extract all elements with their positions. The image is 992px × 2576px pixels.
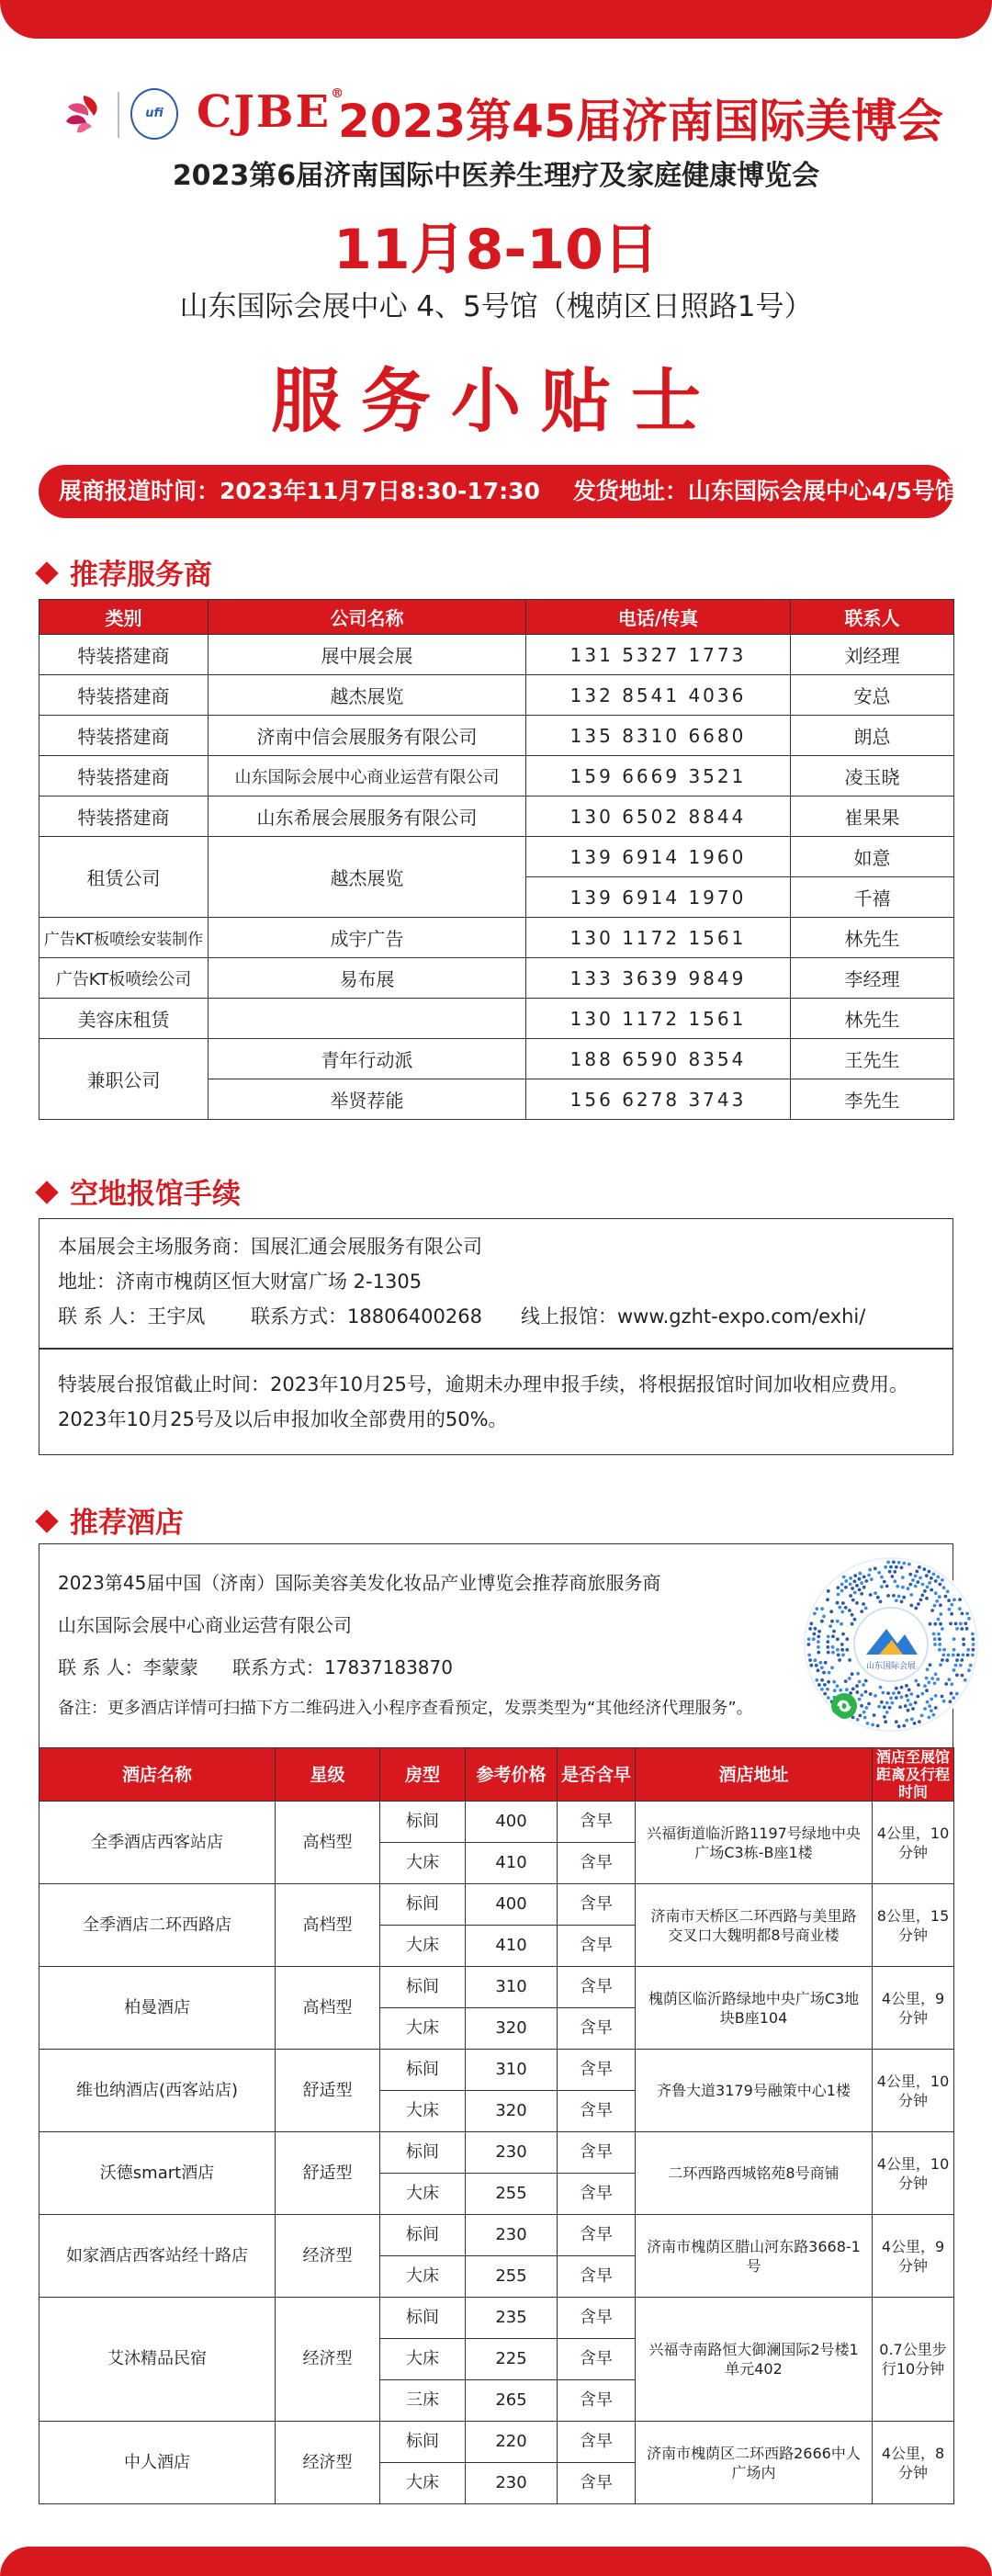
hotel-level-cell: 高档型 xyxy=(276,1967,380,2050)
hotel-name-cell: 柏曼酒店 xyxy=(39,1967,276,2050)
bottom-decor-band xyxy=(0,2547,992,2576)
price-cell: 400 xyxy=(466,1884,558,1926)
column-header: 联系人 xyxy=(791,600,954,635)
table-row xyxy=(39,999,954,1039)
price-cell: 310 xyxy=(466,2050,558,2091)
category-cell: 广告KT板喷绘公司 xyxy=(39,958,209,999)
company-cell: 青年行动派 xyxy=(209,1039,526,1079)
hotel-level-cell: 舒适型 xyxy=(276,2132,380,2215)
table-header-row xyxy=(39,600,954,635)
hotel-name-cell: 中人酒店 xyxy=(39,2422,276,2504)
exhibition-date: 11月8-10日 xyxy=(333,218,659,282)
price-cell: 230 xyxy=(466,2132,558,2174)
hotel-distance-cell: 4公里，10分钟 xyxy=(873,2050,954,2132)
column-header: 公司名称 xyxy=(209,600,526,635)
online-report-link[interactable]: 线上报馆：www.gzht-expo.com/exhi/ xyxy=(521,1305,866,1328)
checkin-time: 展商报道时间：2023年11月7日8:30-17:30 xyxy=(59,478,540,504)
hotel-address-cell: 槐荫区临沂路绿地中央广场C3地块B座104 xyxy=(636,1967,873,2050)
contact-cell: 林先生 xyxy=(791,918,954,958)
hotel-name-cell: 如家酒店西客站经十路店 xyxy=(39,2215,276,2298)
breakfast-cell: 含早 xyxy=(558,2132,636,2174)
hotel-level-cell: 经济型 xyxy=(276,2298,380,2422)
hotel-name-cell: 维也纳酒店(西客站店) xyxy=(39,2050,276,2132)
table-row xyxy=(39,1039,954,1079)
room-type-cell: 标间 xyxy=(380,2422,466,2463)
column-header: 酒店名称 xyxy=(39,1748,276,1802)
company-cell: 展中展会展 xyxy=(209,635,526,675)
phone-cell: 139 6914 1970 xyxy=(526,877,791,918)
ufi-logo: ufi xyxy=(130,88,178,140)
services-table xyxy=(39,599,954,1120)
price-cell: 230 xyxy=(466,2215,558,2256)
phone-cell: 133 3639 9849 xyxy=(526,958,791,999)
category-cell: 特装搭建商 xyxy=(39,797,209,837)
table-row xyxy=(39,1884,954,1926)
hotel-distance-cell: 4公里，9分钟 xyxy=(873,2215,954,2298)
table-row xyxy=(39,918,954,958)
table-row xyxy=(39,837,954,877)
phone-cell: 130 1172 1561 xyxy=(526,918,791,958)
hotel-address-cell: 济南市槐荫区二环西路2666中人广场内 xyxy=(636,2422,873,2504)
site-heading-text: 空地报馆手续 xyxy=(70,1178,241,1211)
table-row xyxy=(39,1967,954,2008)
phone-cell: 131 5327 1773 xyxy=(526,635,791,675)
hotel-contact-method: 联系方式：17837183870 xyxy=(232,1656,453,1678)
company-cell: 举贤荐能 xyxy=(209,1079,526,1120)
address-line: 地址：济南市槐荫区恒大财富广场 2-1305 xyxy=(58,1271,423,1293)
room-type-cell: 标间 xyxy=(380,2050,466,2091)
breakfast-cell: 含早 xyxy=(558,2091,636,2132)
room-type-cell: 大床 xyxy=(380,2008,466,2050)
hotel-table xyxy=(39,1747,954,2504)
brand-reg: ® xyxy=(331,86,346,101)
logo-divider xyxy=(118,92,119,138)
shipping-address: 发货地址：山东国际会展中心4/5号馆 xyxy=(572,478,958,504)
breakfast-cell: 含早 xyxy=(558,2339,636,2380)
price-cell: 255 xyxy=(466,2174,558,2215)
venue: 山东国际会展中心 4、5号馆（槐荫区日照路1号） xyxy=(179,290,813,323)
report-bar xyxy=(39,465,958,518)
diamond-icon xyxy=(35,561,58,584)
breakfast-cell: 含早 xyxy=(558,2380,636,2422)
category-cell: 特装搭建商 xyxy=(39,756,209,797)
hotel-address-cell: 兴福寺南路恒大御澜国际2号楼1单元402 xyxy=(636,2298,873,2422)
site-contact-person: 联 系 人：王宇凤 xyxy=(58,1305,206,1328)
services-heading xyxy=(39,551,212,593)
table-row xyxy=(39,2215,954,2256)
host-line: 本届展会主场服务商：国展汇通会展服务有限公司 xyxy=(58,1236,482,1258)
room-type-cell: 大床 xyxy=(380,1926,466,1967)
room-type-cell: 标间 xyxy=(380,1967,466,2008)
breakfast-cell: 含早 xyxy=(558,2422,636,2463)
hotel-name-cell: 艾沐精品民宿 xyxy=(39,2298,276,2422)
room-type-cell: 大床 xyxy=(380,2463,466,2504)
table-row xyxy=(39,675,954,716)
main-title: 2023第45届济南国际美博会 xyxy=(338,95,943,148)
hotel-table-body xyxy=(39,1802,954,2504)
company-cell: 易布展 xyxy=(209,958,526,999)
company-cell: 越杰展览 xyxy=(209,675,526,716)
deadline-line-2: 2023年10月25号及以后申报加收全部费用的50%。 xyxy=(58,1408,508,1430)
table-row xyxy=(39,2050,954,2091)
phone-cell: 132 8541 4036 xyxy=(526,675,791,716)
phone-cell: 135 8310 6680 xyxy=(526,716,791,756)
table-row xyxy=(39,958,954,999)
company-cell: 济南中信会展服务有限公司 xyxy=(209,716,526,756)
site-heading xyxy=(39,1170,241,1212)
phone-cell: 139 6914 1960 xyxy=(526,837,791,877)
column-header: 星级 xyxy=(276,1748,380,1802)
category-cell: 兼职公司 xyxy=(39,1039,209,1120)
contact-cell: 千禧 xyxy=(791,877,954,918)
hotel-address-cell: 二环西路西城铭苑8号商铺 xyxy=(636,2132,873,2215)
contact-cell: 朗总 xyxy=(791,716,954,756)
column-header: 参考价格 xyxy=(466,1748,558,1802)
breakfast-cell: 含早 xyxy=(558,2008,636,2050)
table-row xyxy=(39,2132,954,2174)
company-cell xyxy=(209,999,526,1039)
company-cell: 成宇广告 xyxy=(209,918,526,958)
hotel-level-cell: 高档型 xyxy=(276,1802,380,1884)
category-cell: 特装搭建商 xyxy=(39,675,209,716)
hotel-distance-cell: 8公里，15分钟 xyxy=(873,1884,954,1967)
room-type-cell: 大床 xyxy=(380,1843,466,1884)
hotel-address-cell: 兴福街道临沂路1197号绿地中央广场C3栋-B座1楼 xyxy=(636,1802,873,1884)
hotel-level-cell: 舒适型 xyxy=(276,2050,380,2132)
hotel-contact-person: 联 系 人：李蒙蒙 xyxy=(58,1656,198,1678)
breakfast-cell: 含早 xyxy=(558,2050,636,2091)
mini-program-qr-code[interactable] xyxy=(802,1555,980,1734)
price-cell: 235 xyxy=(466,2298,558,2339)
flower-logo-icon xyxy=(59,90,108,140)
contact-cell: 刘经理 xyxy=(791,635,954,675)
column-header: 酒店地址 xyxy=(636,1748,873,1802)
hotel-distance-cell: 4公里，9分钟 xyxy=(873,1967,954,2050)
column-header: 酒店至展馆距离及行程时间 xyxy=(873,1748,954,1802)
breakfast-cell: 含早 xyxy=(558,2256,636,2298)
contact-cell: 林先生 xyxy=(791,999,954,1039)
site-info-box xyxy=(39,1218,953,1455)
hotels-heading xyxy=(39,1499,184,1541)
hotel-address-cell: 济南市槐荫区腊山河东路3668-1号 xyxy=(636,2215,873,2298)
header xyxy=(0,72,992,164)
company-cell: 越杰展览 xyxy=(209,837,526,918)
price-cell: 410 xyxy=(466,1926,558,1967)
hotel-info-box xyxy=(39,1543,953,1747)
breakfast-cell: 含早 xyxy=(558,1843,636,1884)
contact-cell: 如意 xyxy=(791,837,954,877)
breakfast-cell: 含早 xyxy=(558,1926,636,1967)
breakfast-cell: 含早 xyxy=(558,2463,636,2504)
room-type-cell: 三床 xyxy=(380,2380,466,2422)
price-cell: 255 xyxy=(466,2256,558,2298)
column-header: 类别 xyxy=(39,600,209,635)
hotel-name-cell: 全季酒店西客站店 xyxy=(39,1802,276,1884)
hotel-note: 备注：更多酒店详情可扫描下方二维码进入小程序查看预定，发票类型为“其他经济代理服务”。 xyxy=(58,1699,753,1718)
diamond-icon xyxy=(35,1509,58,1532)
hotel-address-cell: 齐鲁大道3179号融策中心1楼 xyxy=(636,2050,873,2132)
breakfast-cell: 含早 xyxy=(558,2215,636,2256)
contact-cell: 李先生 xyxy=(791,1079,954,1120)
table-row xyxy=(39,1802,954,1843)
brand-text: CJBE xyxy=(197,86,332,138)
room-type-cell: 大床 xyxy=(380,2174,466,2215)
table-row xyxy=(39,635,954,675)
hotel-distance-cell: 4公里，10分钟 xyxy=(873,2132,954,2215)
hotel-distance-cell: 4公里，10分钟 xyxy=(873,1802,954,1884)
room-type-cell: 大床 xyxy=(380,2339,466,2380)
contact-cell: 凌玉晓 xyxy=(791,756,954,797)
wechat-miniprogram-icon xyxy=(831,1693,857,1719)
breakfast-cell: 含早 xyxy=(558,1802,636,1843)
category-cell: 特装搭建商 xyxy=(39,635,209,675)
price-cell: 410 xyxy=(466,1843,558,1884)
phone-cell: 156 6278 3743 xyxy=(526,1079,791,1120)
price-cell: 400 xyxy=(466,1802,558,1843)
category-cell: 广告KT板喷绘安装制作 xyxy=(39,918,209,958)
hotel-distance-cell: 0.7公里步行10分钟 xyxy=(873,2298,954,2422)
table-row xyxy=(39,716,954,756)
room-type-cell: 标间 xyxy=(380,1802,466,1843)
hotel-level-cell: 经济型 xyxy=(276,2422,380,2504)
category-cell: 美容床租赁 xyxy=(39,999,209,1039)
contact-cell: 李经理 xyxy=(791,958,954,999)
price-cell: 220 xyxy=(466,2422,558,2463)
company-cell: 山东希展会展服务有限公司 xyxy=(209,797,526,837)
table-row xyxy=(39,2422,954,2463)
tips-title: 服务小贴士 xyxy=(271,360,721,442)
services-heading-text: 推荐服务商 xyxy=(70,559,212,592)
sub-title: 2023第6届济南国际中医养生理疗及家庭健康博览会 xyxy=(172,160,820,192)
breakfast-cell: 含早 xyxy=(558,1884,636,1926)
table-row xyxy=(39,756,954,797)
hotel-distance-cell: 4公里，8分钟 xyxy=(873,2422,954,2504)
hotel-name-cell: 沃德smart酒店 xyxy=(39,2132,276,2215)
price-cell: 265 xyxy=(466,2380,558,2422)
qr-label: 山东国际会展 xyxy=(865,1662,917,1671)
box-divider xyxy=(39,1348,953,1350)
diamond-icon xyxy=(35,1181,58,1203)
hotel-level-cell: 经济型 xyxy=(276,2215,380,2298)
hotel-intro-1: 2023第45届中国（济南）国际美容美发化妆品产业博览会推荐商旅服务商 xyxy=(58,1572,661,1594)
brand-logo xyxy=(197,86,345,138)
hotel-intro-2: 山东国际会展中心商业运营有限公司 xyxy=(58,1614,352,1636)
phone-cell: 188 6590 8354 xyxy=(526,1039,791,1079)
phone-cell: 130 6502 8844 xyxy=(526,797,791,837)
room-type-cell: 标间 xyxy=(380,2132,466,2174)
table-row xyxy=(39,2298,954,2339)
category-cell: 租赁公司 xyxy=(39,837,209,918)
breakfast-cell: 含早 xyxy=(558,2298,636,2339)
breakfast-cell: 含早 xyxy=(558,2174,636,2215)
price-cell: 225 xyxy=(466,2339,558,2380)
column-header: 是否含早 xyxy=(558,1748,636,1802)
column-header: 房型 xyxy=(380,1748,466,1802)
hotels-heading-text: 推荐酒店 xyxy=(70,1507,184,1540)
contact-cell: 王先生 xyxy=(791,1039,954,1079)
breakfast-cell: 含早 xyxy=(558,1967,636,2008)
room-type-cell: 大床 xyxy=(380,2256,466,2298)
site-contact-method: 联系方式：18806400268 xyxy=(251,1305,482,1328)
table-row xyxy=(39,797,954,837)
hotel-name-cell: 全季酒店二环西路店 xyxy=(39,1884,276,1967)
table-header-row xyxy=(39,1748,954,1802)
room-type-cell: 标间 xyxy=(380,1884,466,1926)
top-decor-band xyxy=(0,0,992,39)
hotel-address-cell: 济南市天桥区二环西路与美里路交叉口大魏明都8号商业楼 xyxy=(636,1884,873,1967)
room-type-cell: 标间 xyxy=(380,2215,466,2256)
price-cell: 320 xyxy=(466,2008,558,2050)
category-cell: 特装搭建商 xyxy=(39,716,209,756)
column-header: 电话/传真 xyxy=(526,600,791,635)
contact-cell: 崔果果 xyxy=(791,797,954,837)
price-cell: 310 xyxy=(466,1967,558,2008)
company-cell: 山东国际会展中心商业运营有限公司 xyxy=(209,756,526,797)
room-type-cell: 标间 xyxy=(380,2298,466,2339)
contact-cell: 安总 xyxy=(791,675,954,716)
phone-cell: 159 6669 3521 xyxy=(526,756,791,797)
deadline-line-1: 特装展台报馆截止时间：2023年10月25号，逾期未办理申报手续，将根据报馆时间加收相应费用。 xyxy=(58,1373,908,1395)
hotel-level-cell: 高档型 xyxy=(276,1884,380,1967)
price-cell: 320 xyxy=(466,2091,558,2132)
phone-cell: 130 1172 1561 xyxy=(526,999,791,1039)
room-type-cell: 大床 xyxy=(380,2091,466,2132)
price-cell: 230 xyxy=(466,2463,558,2504)
